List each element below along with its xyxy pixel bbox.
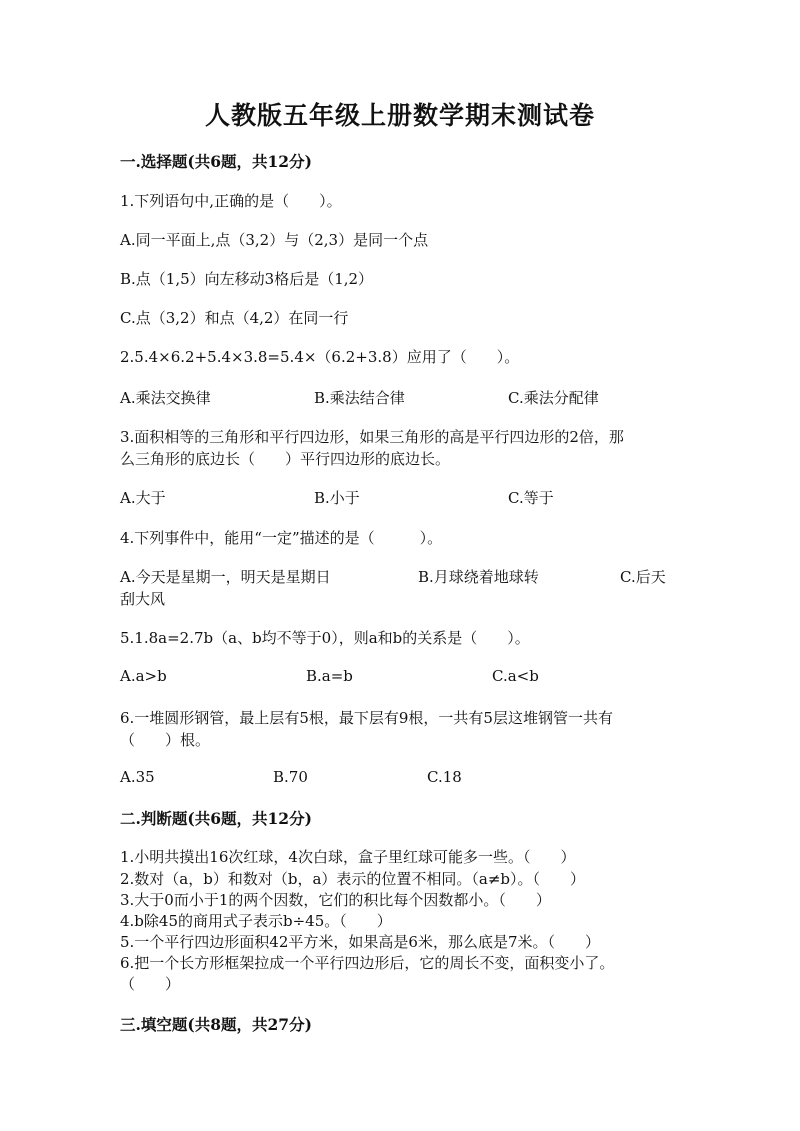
question-4-option-a: A.今天是星期一，明天是星期日 [120,568,331,586]
judgment-item: 4.b除45的商用式子表示b÷45。（ ） [120,912,392,930]
question-6-option-b: B.70 [273,768,308,786]
judgment-item: 1.小明共摸出16次红球，4次白球，盒子里红球可能多一些。（ ） [120,848,576,866]
question-3-option-c: C.等于 [508,489,554,507]
question-3-stem-line2: 么三角形的底边长（ ）平行四边形的底边长。 [120,450,451,468]
question-6-option-a: A.35 [120,768,155,786]
question-6-stem-line2: （ ）根。 [120,731,211,749]
section-header-judgment: 二.判断题(共6题，共12分) [120,809,312,828]
question-2-option-b: B.乘法结合律 [314,389,405,407]
question-3-stem-line1: 3.面积相等的三角形和平行四边形，如果三角形的高是平行四边形的2倍，那 [120,428,624,446]
question-5-option-a: A.a>b [120,667,167,685]
question-1-option-b: B.点（1,5）向左移动3格后是（1,2） [120,270,374,288]
question-6-option-c: C.18 [427,768,462,786]
question-4-option-b: B.月球绕着地球转 [418,568,539,586]
question-5-stem: 5.1.8a=2.7b（a、b均不等于0），则a和b的关系是（ ）。 [120,629,530,647]
question-1-stem: 1.下列语句中,正确的是（ ）。 [120,192,342,210]
judgment-item: 3.大于0而小于1的两个因数，它们的积比每个因数都小。（ ） [120,891,551,909]
section-header-choice: 一.选择题(共6题，共12分) [120,152,312,171]
question-5-option-b: B.a=b [306,667,353,685]
judgment-item: 5.一个平行四边形面积42平方米，如果高是6米，那么底是7米。（ ） [120,933,600,951]
judgment-item-6-line2: （ ） [120,975,181,993]
question-2-option-a: A.乘法交换律 [120,389,211,407]
judgment-item: 6.把一个长方形框架拉成一个平行四边形后，它的周长不变，面积变小了。 [120,954,615,972]
question-3-option-b: B.小于 [314,489,360,507]
page-title: 人教版五年级上册数学期末测试卷 [204,101,595,130]
judgment-item: 2.数对（a，b）和数对（b，a）表示的位置不相同。（a≠b）。（ ） [120,870,586,888]
question-3-option-a: A.大于 [120,489,166,507]
question-2-option-c: C.乘法分配律 [508,389,599,407]
question-6-stem-line1: 6.一堆圆形钢管，最上层有5根，最下层有9根，一共有5层这堆钢管一共有 [120,709,613,727]
section-header-fill-blank: 三.填空题(共8题，共27分) [120,1015,312,1034]
question-4-stem: 4.下列事件中，能用“一定”描述的是（ ）。 [120,529,443,547]
question-1-option-c: C.点（3,2）和点（4,2）在同一行 [120,309,349,327]
question-4-option-c-line2: 刮大风 [120,590,166,608]
question-5-option-c: C.a<b [492,667,539,685]
question-4-option-c-line1: C.后天 [620,568,666,586]
question-2-stem: 2.5.4×6.2+5.4×3.8=5.4×（6.2+3.8）应用了（ ）。 [120,348,520,366]
question-1-option-a: A.同一平面上,点（3,2）与（2,3）是同一个点 [120,231,429,249]
